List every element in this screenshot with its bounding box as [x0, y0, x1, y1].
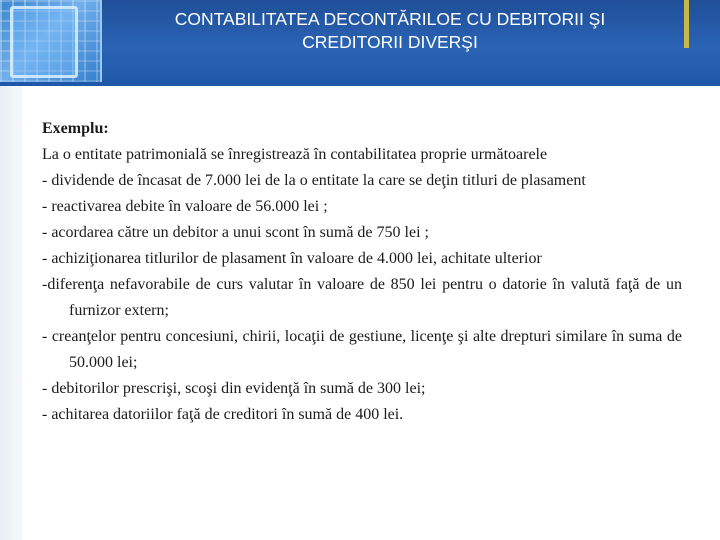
- intro-text: La o entitate patrimonială se înregistrează în contabilitatea proprie următoarele: [42, 146, 548, 163]
- header-decorative-image: [0, 0, 102, 82]
- list-item: - debitorilor prescrişi, scoşi din evidenţă în sumă de 300 lei;: [42, 380, 426, 397]
- slide-body: [42, 116, 682, 428]
- list-item: - achiziţionarea titlurilor de plasament în valoare de 4.000 lei, achitate ulterior: [42, 250, 542, 267]
- header-accent-bar: [684, 0, 689, 48]
- list-item: - acordarea către un debitor a unui scont în sumă de 750 lei ;: [42, 224, 429, 241]
- slide-title: [110, 8, 670, 54]
- list-item: - achitarea datoriilor faţă de creditori în sumă de 400 lei.: [42, 406, 404, 423]
- slide-header: [0, 0, 720, 86]
- list-item: -diferenţa nefavorabile de curs valutar în valoare de 850 lei pentru o datorie în valută faţă de un furnizor extern;: [42, 276, 682, 319]
- slide-title-line-1: CONTABILITATEA DECONTĂRILOE CU DEBITORII ŞI: [174, 9, 606, 29]
- left-decorative-strip: [0, 86, 22, 540]
- slide-title-line-2: CREDITORII DIVERŞI: [302, 32, 478, 52]
- monitor-icon: [10, 6, 78, 78]
- list-item: - creanţelor pentru concesiuni, chirii, locaţii de gestiune, licenţe şi alte drepturi similare în suma de 50.000 lei;: [42, 328, 682, 371]
- list-item: - dividende de încasat de 7.000 lei de la o entitate la care se deţin titluri de plasament: [42, 172, 586, 189]
- list-item: - reactivarea debite în valoare de 56.000 lei ;: [42, 198, 328, 215]
- example-heading: Exemplu:: [42, 120, 109, 137]
